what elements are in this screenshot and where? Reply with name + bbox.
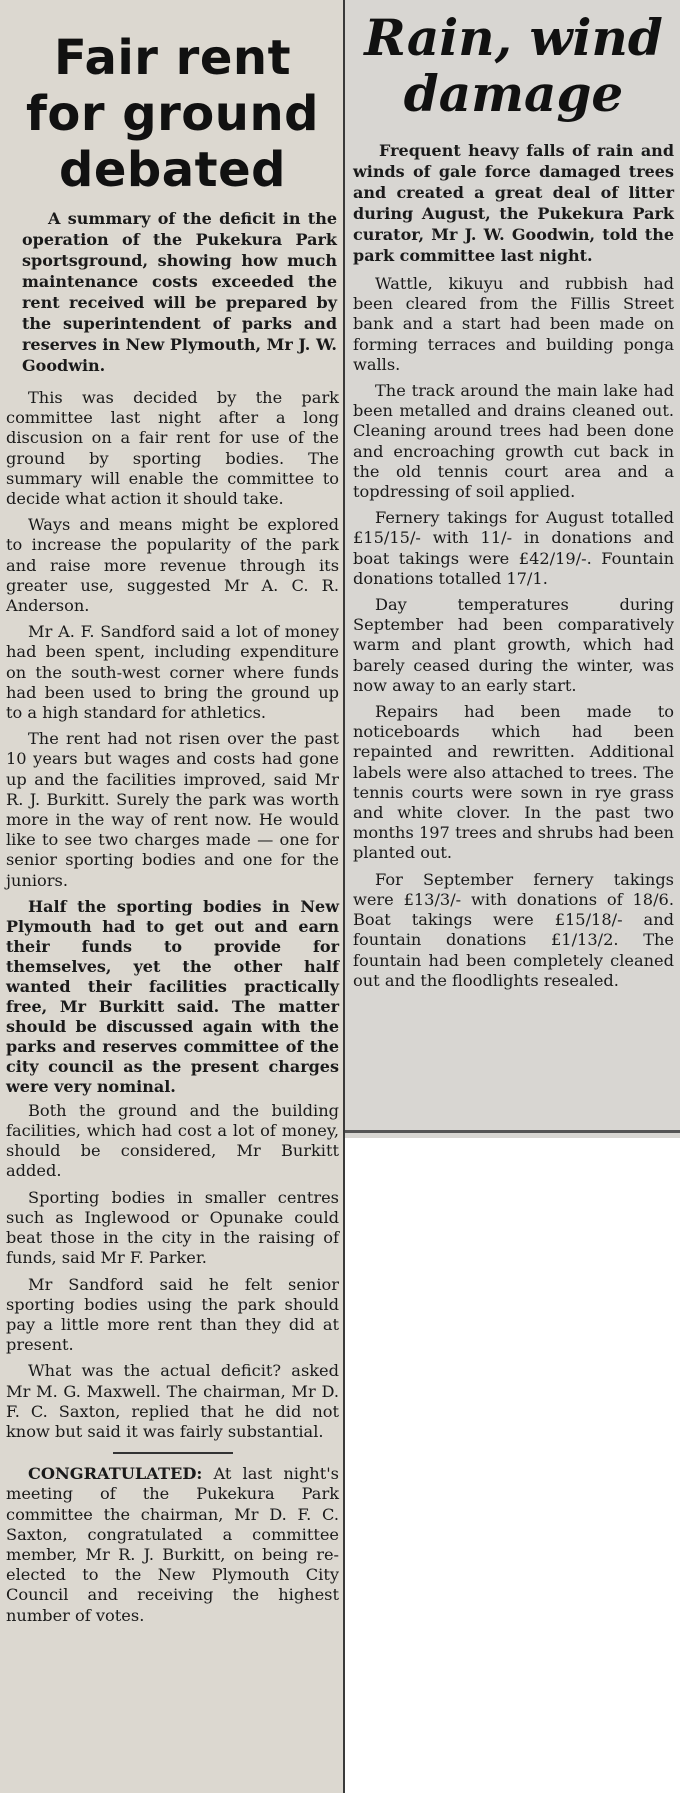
body-paragraph: Both the ground and the building facilities, which had cost a lot of money, should be considered, Mr Burkitt added. (6, 1100, 339, 1181)
congratulated-paragraph (6, 1464, 339, 1626)
body-paragraph: Repairs had been made to noticeboards which had been repainted and rewritten. Additional labels were also attached to trees. The tennis courts were sown in rye grass and white clover. In the past two months 197 trees and shrubs had been planted out. (353, 702, 674, 863)
congratulated-text: At last night's meeting of the Pukekura Park committee the chairman, Mr D. F. C. Saxton, congratulated a committee member, Mr R. J. Burkitt, on being re-elected to the New Plymouth City Council and receiving the highest number of votes. (6, 1464, 339, 1625)
lead-paragraph: A summary of the deficit in the operation of the Pukekura Park sportsground, showing how much maintenance costs exceeded the rent received will be prepared by the superintendent of parks and reserves in New Plymouth, Mr J. W. Goodwin. (22, 209, 337, 375)
headline-rain-wind: Rain, wind damage (364, 8, 663, 123)
lead-paragraph: Frequent heavy falls of rain and winds of gale force damaged trees and created a great deal of litter during August, the Pukekura Park curator, Mr J. W. Goodwin, told the park committee last night. (353, 141, 674, 265)
headline-fair-rent: Fair rent for ground debated (26, 30, 319, 198)
column-bottom-rule (345, 1130, 680, 1133)
bold-paragraph: Half the sporting bodies in New Plymouth had to get out and earn their funds to provide for themselves, yet the other half wanted their facilities practically free, Mr Burkitt said. The matter should be discussed again with the parks and reserves committee of the city council as the present charges were very nominal. (6, 896, 339, 1096)
body-paragraph: For September fernery takings were £13/3/- with donations of 18/6. Boat takings were £15/18/- and fountain donations £1/13/2. The fountain had been completely cleaned out and the floodlights resealed. (353, 869, 674, 990)
body-paragraph: Fernery takings for August totalled £15/15/- with 11/- in donations and boat takings were £42/19/-. Fountain donations totalled 17/1. (353, 508, 674, 588)
body-paragraph: Mr A. F. Sandford said a lot of money had been spent, including expenditure on the south-west corner where funds had been used to bring the ground up to a high standard for athletics. (6, 622, 339, 723)
article-rain-wind (345, 0, 680, 1138)
body-paragraph: The track around the main lake had been metalled and drains cleaned out. Cleaning around trees had been done and encroaching growth cut back in the old tennis court area and a topdressing of soil applied. (353, 381, 674, 502)
blank-area (345, 1138, 680, 1793)
body-paragraph: Sporting bodies in smaller centres such as Inglewood or Opunake could beat those in the city in the raising of funds, said Mr F. Parker. (6, 1187, 339, 1268)
body-paragraph: The rent had not risen over the past 10 years but wages and costs had gone up and the facilities improved, said Mr R. J. Burkitt. Surely the park was worth more in the way of rent now. He would like to see two charges made — one for senior sporting bodies and one for the juniors. (6, 729, 339, 890)
body-paragraph: This was decided by the park committee last night after a long discusion on a fair rent for use of the ground by sporting bodies. The summary will enable the committee to decide what action it should take. (6, 388, 339, 509)
body-paragraph: Day temperatures during September had been comparatively warm and plant growth, which had barely ceased during the winter, was now away to an early start. (353, 595, 674, 695)
body-paragraph: What was the actual deficit? asked Mr M. G. Maxwell. The chairman, Mr D. F. C. Saxton, replied that he did not know but said it was fairly substantial. (6, 1361, 339, 1441)
section-divider (113, 1452, 233, 1454)
congratulated-label: CONGRATULATED: (28, 1464, 203, 1484)
body-paragraph: Ways and means might be explored to increase the popularity of the park and raise more revenue through its greater use, suggested Mr A. C. R. Anderson. (6, 515, 339, 616)
body-paragraph: Wattle, kikuyu and rubbish had been cleared from the Fillis Street bank and a start had been made on forming terraces and building ponga walls. (353, 274, 674, 374)
body-paragraph: Mr Sandford said he felt senior sporting bodies using the park should pay a little more rent than they did at present. (6, 1274, 339, 1355)
